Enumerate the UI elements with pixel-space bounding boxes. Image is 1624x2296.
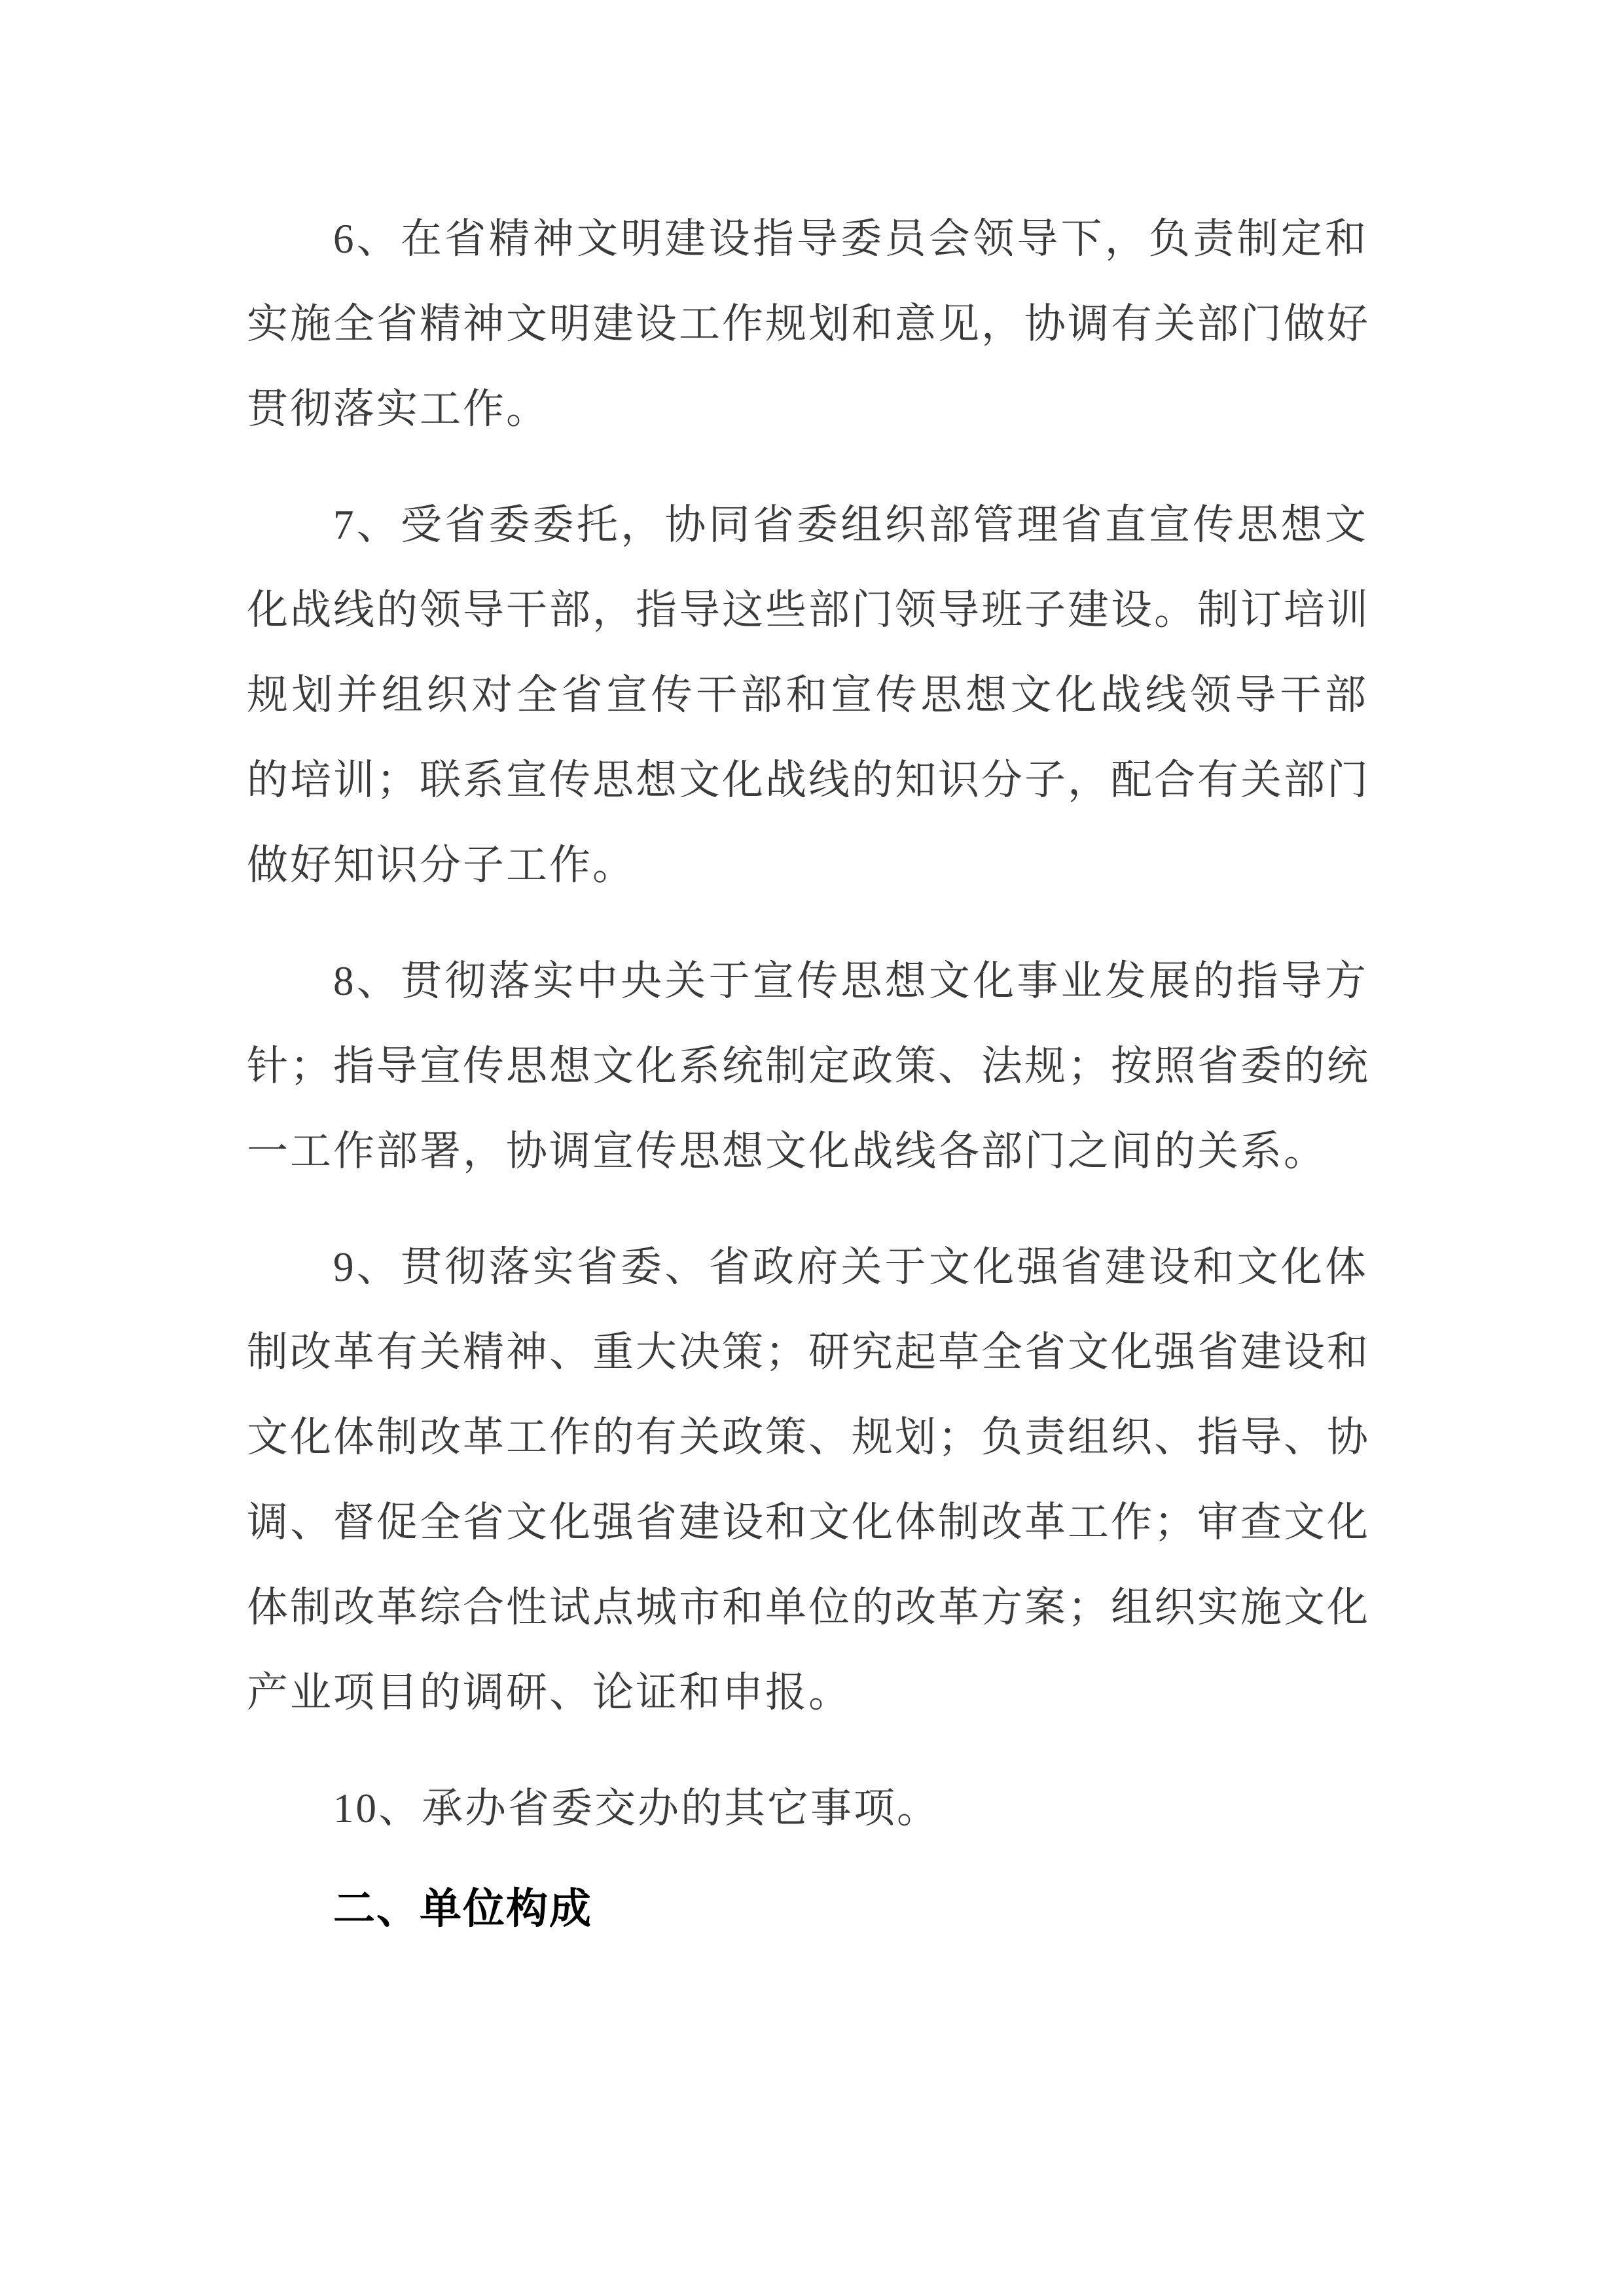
text-line: 10、承办省委交办的其它事项。 <box>333 1785 940 1831</box>
text-line: 一工作部署，协调宣传思想文化战线各部门之间的关系。 <box>247 1128 1327 1174</box>
section-heading-unit-composition: 二、单位构成 <box>333 1885 592 1933</box>
paragraph-item-9 <box>247 1225 1368 1735</box>
text-line: 制改革有关精神、重大决策；研究起草全省文化强省建设和 <box>247 1329 1370 1375</box>
text-line: 化战线的领导干部，指导这些部门领导班子建设。制订培训 <box>247 587 1370 633</box>
text-line: 6、在省精神文明建设指导委员会领导下，负责制定和 <box>333 216 1368 262</box>
text-line: 针；指导宣传思想文化系统制定政策、法规；按照省委的统 <box>247 1043 1370 1089</box>
paragraph-item-7 <box>247 482 1368 908</box>
text-line: 9、贯彻落实省委、省政府关于文化强省建设和文化体 <box>333 1244 1368 1290</box>
text-line: 7、受省委委托，协同省委组织部管理省直宣传思想文 <box>333 502 1368 548</box>
paragraph-item-6 <box>247 196 1368 452</box>
text-line: 规划并组织对全省宣传干部和宣传思想文化战线领导干部 <box>247 672 1368 718</box>
text-line: 文化体制改革工作的有关政策、规划；负责组织、指导、协 <box>247 1414 1370 1460</box>
text-line: 产业项目的调研、论证和申报。 <box>247 1670 852 1715</box>
text-line: 的培训；联系宣传思想文化战线的知识分子，配合有关部门 <box>247 757 1370 803</box>
text-line: 8、贯彻落实中央关于宣传思想文化事业发展的指导方 <box>333 958 1368 1004</box>
text-line: 调、督促全省文化强省建设和文化体制改革工作；审查文化 <box>247 1499 1370 1545</box>
text-line: 做好知识分子工作。 <box>247 842 636 888</box>
text-line: 体制改革综合性试点城市和单位的改革方案；组织实施文化 <box>247 1585 1370 1630</box>
paragraph-item-8 <box>247 939 1368 1194</box>
paragraph-item-10 <box>247 1766 1368 1851</box>
text-line: 实施全省精神文明建设工作规划和意见，协调有关部门做好 <box>247 301 1370 347</box>
text-line: 贯彻落实工作。 <box>247 386 549 432</box>
document-text-area <box>247 196 1368 1952</box>
